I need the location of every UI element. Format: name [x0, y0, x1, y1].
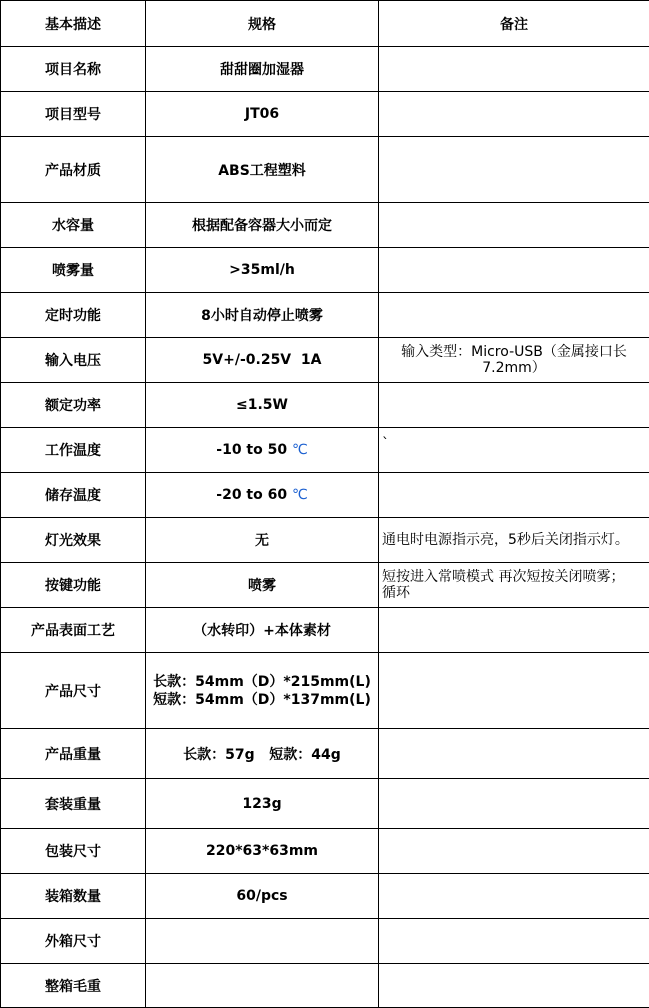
row-label: 产品重量 [1, 729, 146, 779]
note-line: 7.2mm） [482, 360, 546, 376]
table-row [1, 919, 649, 964]
row-note [379, 874, 649, 919]
table-row [1, 338, 649, 383]
row-note [379, 829, 649, 874]
row-label: 套装重量 [1, 779, 146, 829]
table-row [1, 964, 649, 1008]
row-spec: （水转印）+本体素材 [146, 608, 379, 653]
row-spec [146, 428, 379, 473]
row-label: 装箱数量 [1, 874, 146, 919]
row-label: 额定功率 [1, 383, 146, 428]
row-note [379, 729, 649, 779]
table-row [1, 653, 649, 729]
row-note [379, 608, 649, 653]
note-line: 输入类型：Micro-USB（金属接口长 [401, 344, 627, 360]
row-spec: 60/pcs [146, 874, 379, 919]
row-spec: 123g [146, 779, 379, 829]
row-label: 输入电压 [1, 338, 146, 383]
row-label: 产品材质 [1, 137, 146, 203]
table-row [1, 383, 649, 428]
row-spec [146, 653, 379, 729]
row-note [379, 779, 649, 829]
note-line: 循环 [382, 585, 410, 601]
temp-range: -20 to 60 [216, 487, 292, 503]
table-row [1, 428, 649, 473]
row-note [379, 293, 649, 338]
table-row [1, 137, 649, 203]
row-note [379, 383, 649, 428]
row-note [379, 653, 649, 729]
row-spec [146, 919, 379, 964]
row-spec [146, 473, 379, 518]
row-spec: 甜甜圈加湿器 [146, 47, 379, 92]
row-label: 项目型号 [1, 92, 146, 137]
table-row [1, 608, 649, 653]
temp-range: -10 to 50 [216, 442, 292, 458]
row-note [379, 964, 649, 1008]
table-row [1, 293, 649, 338]
row-note [379, 248, 649, 293]
row-spec [146, 964, 379, 1008]
table-header-row [1, 1, 649, 47]
table-row [1, 473, 649, 518]
row-label: 定时功能 [1, 293, 146, 338]
row-label: 产品表面工艺 [1, 608, 146, 653]
row-label: 喷雾量 [1, 248, 146, 293]
row-label: 包装尺寸 [1, 829, 146, 874]
note-line: 短按进入常喷模式 再次短按关闭喷雾； [382, 569, 625, 585]
table-row [1, 518, 649, 563]
row-spec: JT06 [146, 92, 379, 137]
table-row [1, 248, 649, 293]
celsius-unit: ℃ [291, 442, 308, 458]
header-spec: 规格 [146, 1, 379, 47]
row-label: 灯光效果 [1, 518, 146, 563]
table-row [1, 203, 649, 248]
row-spec: ABS工程塑料 [146, 137, 379, 203]
header-desc: 基本描述 [1, 1, 146, 47]
table-row [1, 874, 649, 919]
row-spec: 长款：57g 短款：44g [146, 729, 379, 779]
row-spec: 根据配备容器大小而定 [146, 203, 379, 248]
row-label: 整箱毛重 [1, 964, 146, 1008]
row-label: 产品尺寸 [1, 653, 146, 729]
table-row [1, 829, 649, 874]
table-row [1, 92, 649, 137]
row-label: 水容量 [1, 203, 146, 248]
row-note [379, 92, 649, 137]
row-note [379, 563, 649, 608]
spec-line: 短款：54mm（D）*137mm(L) [153, 691, 371, 708]
row-spec: 8小时自动停止喷雾 [146, 293, 379, 338]
row-note [379, 338, 649, 383]
row-label: 外箱尺寸 [1, 919, 146, 964]
row-note: ` [379, 428, 649, 473]
row-spec: 无 [146, 518, 379, 563]
row-label: 工作温度 [1, 428, 146, 473]
row-label: 储存温度 [1, 473, 146, 518]
row-note [379, 203, 649, 248]
table-row [1, 563, 649, 608]
row-label: 项目名称 [1, 47, 146, 92]
table-row [1, 779, 649, 829]
row-label: 按键功能 [1, 563, 146, 608]
table-row [1, 729, 649, 779]
row-note [379, 47, 649, 92]
row-note [379, 473, 649, 518]
table-row [1, 47, 649, 92]
row-note: 通电时电源指示亮，5秒后关闭指示灯。 [379, 518, 649, 563]
row-spec: 220*63*63mm [146, 829, 379, 874]
spec-line: 长款：54mm（D）*215mm(L) [153, 673, 371, 690]
celsius-unit: ℃ [291, 487, 308, 503]
row-note [379, 919, 649, 964]
row-spec: 喷雾 [146, 563, 379, 608]
row-note [379, 137, 649, 203]
row-spec: >35ml/h [146, 248, 379, 293]
header-note: 备注 [379, 1, 649, 47]
row-spec: 5V+/-0.25V 1A [146, 338, 379, 383]
row-spec: ≤1.5W [146, 383, 379, 428]
